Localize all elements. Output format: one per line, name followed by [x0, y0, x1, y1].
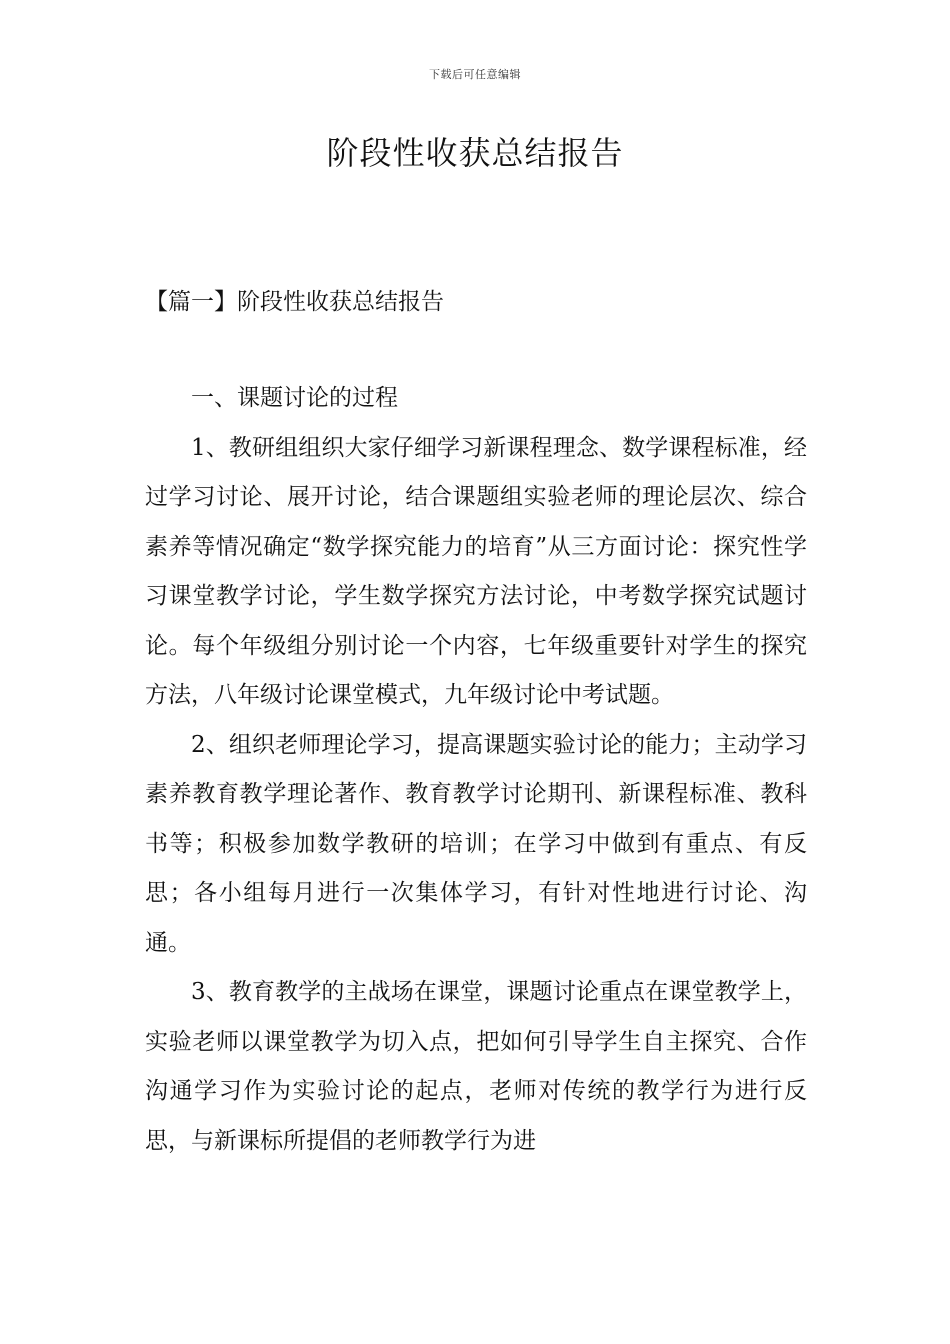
paragraph-2: 2、组织老师理论学习，提高课题实验讨论的能力；主动学习素养教育教学理论著作、教育教学讨论期刊、新课程标准、教科书等；积极参加数学教研的培训；在学习中做到有重点、有反思；各小组每月进行一次集体学习，有针对性地进行讨论、沟通。 [145, 731, 807, 956]
section-heading: 【篇一】阶段性收获总结报告 [145, 289, 444, 315]
paragraph-subheading: 一、课题讨论的过程 [191, 385, 398, 411]
paragraph-3: 3、教育教学的主战场在课堂，课题讨论重点在课堂教学上，实验老师以课堂教学为切入点，把如何引导学生自主探究、合作沟通学习作为实验讨论的起点，老师对传统的教学行为进行反思，与新课标所提倡的老师教学行为进 [145, 979, 807, 1154]
document-title: 阶段性收获总结报告 [326, 134, 624, 172]
body-text [145, 374, 807, 1166]
paragraph-1: 1、教研组组织大家仔细学习新课程理念、数学课程标准，经过学习讨论、展开讨论，结合课题组实验老师的理论层次、综合素养等情况确定“数学探究能力的培育”从三方面讨论：探究性学习课堂教学讨论，学生数学探究方法讨论，中考数学探究试题讨论。每个年级组分别讨论一个内容，七年级重要针对学生的探究方法，八年级讨论课堂模式，九年级讨论中考试题。 [145, 434, 807, 708]
header-note: 下载后可任意编辑 [429, 68, 521, 81]
